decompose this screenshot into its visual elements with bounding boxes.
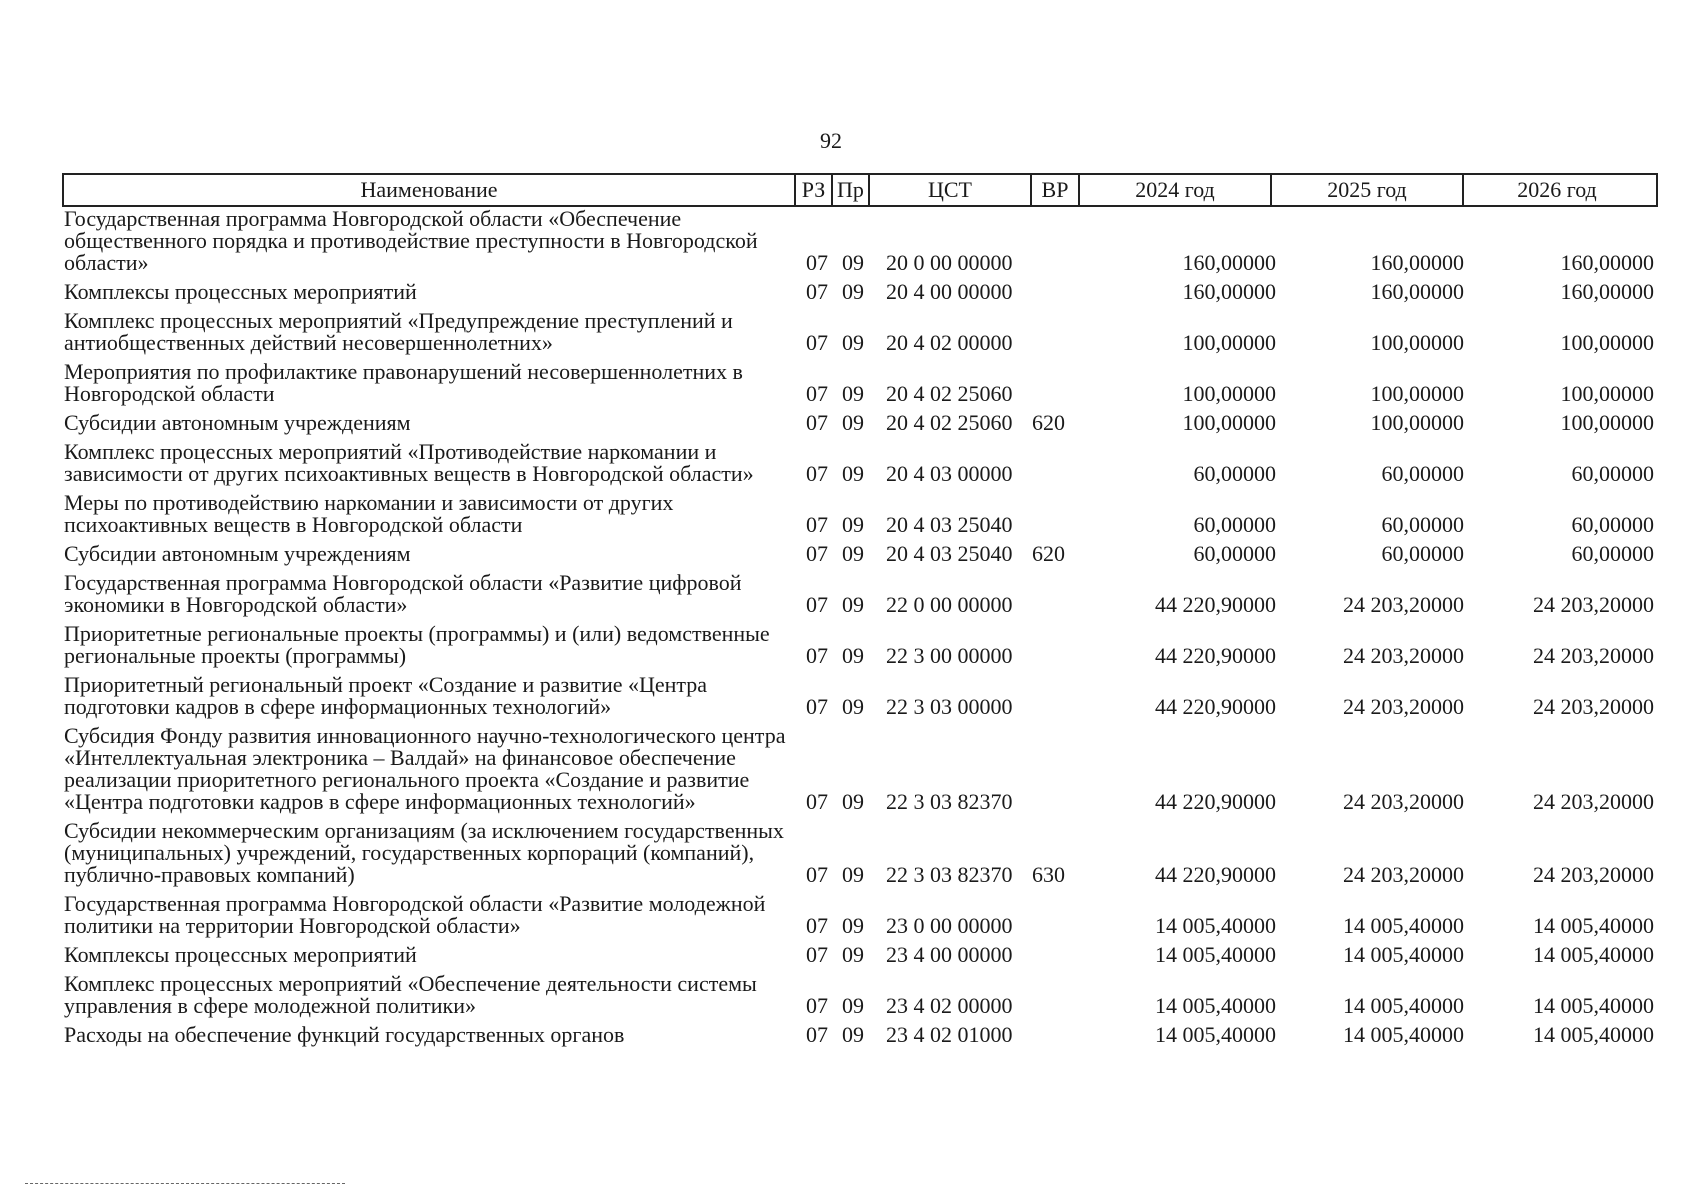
row-name: Мероприятия по профилактике правонарушений несовершеннолетних в Новгородской области xyxy=(64,359,743,406)
row-value-2024: 14 005,40000 xyxy=(1155,942,1276,967)
row-rz: 07 xyxy=(806,592,828,617)
row-name: Комплекс процессных мероприятий «Предупреждение преступлений и антиобщественных действий несовершеннолетних» xyxy=(64,308,733,355)
row-cst: 23 4 00 00000 xyxy=(886,942,1013,967)
row-value-2026: 14 005,40000 xyxy=(1533,942,1654,967)
row-value-2026: 60,00000 xyxy=(1571,541,1654,566)
row-value-2024: 44 220,90000 xyxy=(1155,592,1276,617)
row-cst: 20 4 03 00000 xyxy=(886,461,1013,486)
row-value-2026: 100,00000 xyxy=(1560,330,1654,355)
row-pr: 09 xyxy=(842,461,864,486)
row-value-2025: 14 005,40000 xyxy=(1343,1022,1464,1047)
row-value-2025: 160,00000 xyxy=(1370,279,1464,304)
row-vr: 630 xyxy=(1032,862,1065,887)
table-row xyxy=(62,820,1658,886)
row-pr: 09 xyxy=(842,592,864,617)
row-cst: 20 4 03 25040 xyxy=(886,541,1013,566)
row-value-2025: 24 203,20000 xyxy=(1343,789,1464,814)
row-pr: 09 xyxy=(842,694,864,719)
row-pr: 09 xyxy=(842,512,864,537)
row-rz: 07 xyxy=(806,381,828,406)
row-rz: 07 xyxy=(806,410,828,435)
row-name: Расходы на обеспечение функций государственных органов xyxy=(64,1022,625,1047)
row-value-2026: 100,00000 xyxy=(1560,381,1654,406)
header-rz: РЗ xyxy=(796,175,833,205)
row-cst: 20 4 02 25060 xyxy=(886,381,1013,406)
row-value-2024: 14 005,40000 xyxy=(1155,1022,1276,1047)
row-pr: 09 xyxy=(842,643,864,668)
row-value-2024: 160,00000 xyxy=(1182,250,1276,275)
row-cst: 23 0 00 00000 xyxy=(886,913,1013,938)
row-name: Государственная программа Новгородской области «Обеспечение общественного порядка и противодействие преступности в Новгородской области» xyxy=(64,206,758,275)
row-pr: 09 xyxy=(842,381,864,406)
row-value-2024: 44 220,90000 xyxy=(1155,643,1276,668)
row-value-2025: 24 203,20000 xyxy=(1343,694,1464,719)
row-cst: 20 4 02 00000 xyxy=(886,330,1013,355)
row-vr: 620 xyxy=(1032,410,1065,435)
row-name: Субсидии автономным учреждениям xyxy=(64,410,411,435)
row-name: Приоритетные региональные проекты (программы) и (или) ведомственные региональные проекты (программы) xyxy=(64,621,770,668)
footer-rule xyxy=(25,1183,345,1184)
row-value-2026: 60,00000 xyxy=(1571,461,1654,486)
row-value-2026: 24 203,20000 xyxy=(1533,789,1654,814)
row-value-2024: 100,00000 xyxy=(1182,330,1276,355)
row-cst: 20 4 02 25060 xyxy=(886,410,1013,435)
row-rz: 07 xyxy=(806,461,828,486)
row-name: Государственная программа Новгородской области «Развитие молодежной политики на территории Новгородской области» xyxy=(64,891,766,938)
table-row xyxy=(62,412,1658,434)
table-row xyxy=(62,674,1658,718)
row-value-2024: 60,00000 xyxy=(1193,461,1276,486)
table-header xyxy=(62,173,1658,207)
row-name: Субсидия Фонду развития инновационного научно-технологического центра «Интеллектуальная электроника – Валдай» на финансовое обеспечение реализации приоритетного регионального проекта «Создание и развитие «Центра подготовки кадров в сфере информационных технологий» xyxy=(64,723,786,814)
table-row xyxy=(62,310,1658,354)
row-value-2024: 44 220,90000 xyxy=(1155,694,1276,719)
row-pr: 09 xyxy=(842,862,864,887)
row-name: Приоритетный региональный проект «Создание и развитие «Центра подготовки кадров в сфере информационных технологий» xyxy=(64,672,708,719)
row-value-2026: 14 005,40000 xyxy=(1533,1022,1654,1047)
row-pr: 09 xyxy=(842,913,864,938)
row-value-2024: 100,00000 xyxy=(1182,381,1276,406)
row-pr: 09 xyxy=(842,789,864,814)
row-value-2024: 44 220,90000 xyxy=(1155,789,1276,814)
row-value-2026: 100,00000 xyxy=(1560,410,1654,435)
header-2024: 2024 год xyxy=(1080,175,1272,205)
row-value-2025: 60,00000 xyxy=(1381,461,1464,486)
table-row xyxy=(62,208,1658,274)
row-value-2025: 14 005,40000 xyxy=(1343,993,1464,1018)
row-rz: 07 xyxy=(806,512,828,537)
table-row xyxy=(62,361,1658,405)
row-cst: 22 3 00 00000 xyxy=(886,643,1013,668)
row-value-2026: 160,00000 xyxy=(1560,279,1654,304)
row-rz: 07 xyxy=(806,913,828,938)
row-value-2024: 44 220,90000 xyxy=(1155,862,1276,887)
table-row xyxy=(62,944,1658,966)
row-value-2025: 14 005,40000 xyxy=(1343,942,1464,967)
row-cst: 22 0 00 00000 xyxy=(886,592,1013,617)
row-value-2026: 24 203,20000 xyxy=(1533,643,1654,668)
row-value-2026: 24 203,20000 xyxy=(1533,862,1654,887)
row-pr: 09 xyxy=(842,942,864,967)
row-cst: 20 4 03 25040 xyxy=(886,512,1013,537)
row-value-2025: 100,00000 xyxy=(1370,381,1464,406)
row-rz: 07 xyxy=(806,643,828,668)
row-value-2026: 24 203,20000 xyxy=(1533,592,1654,617)
row-cst: 22 3 03 00000 xyxy=(886,694,1013,719)
row-value-2025: 60,00000 xyxy=(1381,512,1464,537)
row-name: Субсидии некоммерческим организациям (за исключением государственных (муниципальных) учреждений, государственных корпораций (компаний), публично-правовых компаний) xyxy=(64,818,784,887)
header-vr: ВР xyxy=(1032,175,1080,205)
row-pr: 09 xyxy=(842,330,864,355)
table-row xyxy=(62,973,1658,1017)
table-row xyxy=(62,893,1658,937)
header-pr: Пр xyxy=(833,175,870,205)
row-pr: 09 xyxy=(842,1022,864,1047)
row-value-2024: 14 005,40000 xyxy=(1155,913,1276,938)
row-rz: 07 xyxy=(806,862,828,887)
table-row xyxy=(62,543,1658,565)
header-name: Наименование xyxy=(64,175,796,205)
page-number: 92 xyxy=(820,128,842,153)
row-value-2026: 14 005,40000 xyxy=(1533,993,1654,1018)
row-name: Государственная программа Новгородской области «Развитие цифровой экономики в Новгородской области» xyxy=(64,570,742,617)
row-value-2024: 60,00000 xyxy=(1193,541,1276,566)
row-value-2025: 160,00000 xyxy=(1370,250,1464,275)
row-value-2024: 160,00000 xyxy=(1182,279,1276,304)
row-cst: 23 4 02 01000 xyxy=(886,1022,1013,1047)
row-name: Меры по противодействию наркомании и зависимости от других психоактивных веществ в Новгородской области xyxy=(64,490,674,537)
row-value-2024: 14 005,40000 xyxy=(1155,993,1276,1018)
row-cst: 20 4 00 00000 xyxy=(886,279,1013,304)
row-vr: 620 xyxy=(1032,541,1065,566)
row-value-2024: 100,00000 xyxy=(1182,410,1276,435)
row-rz: 07 xyxy=(806,993,828,1018)
row-cst: 23 4 02 00000 xyxy=(886,993,1013,1018)
row-value-2025: 14 005,40000 xyxy=(1343,913,1464,938)
row-pr: 09 xyxy=(842,993,864,1018)
header-2025: 2025 год xyxy=(1272,175,1464,205)
row-rz: 07 xyxy=(806,250,828,275)
row-pr: 09 xyxy=(842,410,864,435)
row-cst: 20 0 00 00000 xyxy=(886,250,1013,275)
row-pr: 09 xyxy=(842,250,864,275)
row-value-2025: 24 203,20000 xyxy=(1343,643,1464,668)
row-rz: 07 xyxy=(806,330,828,355)
row-rz: 07 xyxy=(806,942,828,967)
row-value-2025: 100,00000 xyxy=(1370,330,1464,355)
row-name: Субсидии автономным учреждениям xyxy=(64,541,411,566)
row-value-2026: 60,00000 xyxy=(1571,512,1654,537)
header-cst: ЦСТ xyxy=(870,175,1032,205)
table-row xyxy=(62,281,1658,303)
row-pr: 09 xyxy=(842,541,864,566)
table-row xyxy=(62,725,1658,813)
row-value-2026: 24 203,20000 xyxy=(1533,694,1654,719)
row-value-2025: 60,00000 xyxy=(1381,541,1464,566)
row-rz: 07 xyxy=(806,789,828,814)
row-rz: 07 xyxy=(806,694,828,719)
row-rz: 07 xyxy=(806,541,828,566)
table-body xyxy=(62,208,1658,1053)
row-value-2024: 60,00000 xyxy=(1193,512,1276,537)
table-row xyxy=(62,492,1658,536)
row-pr: 09 xyxy=(842,279,864,304)
header-2026: 2026 год xyxy=(1517,177,1597,202)
row-value-2025: 24 203,20000 xyxy=(1343,592,1464,617)
row-name: Комплексы процессных мероприятий xyxy=(64,942,417,967)
row-cst: 22 3 03 82370 xyxy=(886,862,1013,887)
row-cst: 22 3 03 82370 xyxy=(886,789,1013,814)
table-row xyxy=(62,623,1658,667)
row-name: Комплексы процессных мероприятий xyxy=(64,279,417,304)
table-row xyxy=(62,572,1658,616)
row-rz: 07 xyxy=(806,279,828,304)
row-value-2026: 160,00000 xyxy=(1560,250,1654,275)
row-rz: 07 xyxy=(806,1022,828,1047)
table-row xyxy=(62,441,1658,485)
row-value-2025: 24 203,20000 xyxy=(1343,862,1464,887)
row-value-2026: 14 005,40000 xyxy=(1533,913,1654,938)
row-name: Комплекс процессных мероприятий «Противодействие наркомании и зависимости от других психоактивных веществ в Новгородской области» xyxy=(64,439,754,486)
row-value-2025: 100,00000 xyxy=(1370,410,1464,435)
row-name: Комплекс процессных мероприятий «Обеспечение деятельности системы управления в сфере молодежной политики» xyxy=(64,971,757,1018)
table-row xyxy=(62,1024,1658,1046)
